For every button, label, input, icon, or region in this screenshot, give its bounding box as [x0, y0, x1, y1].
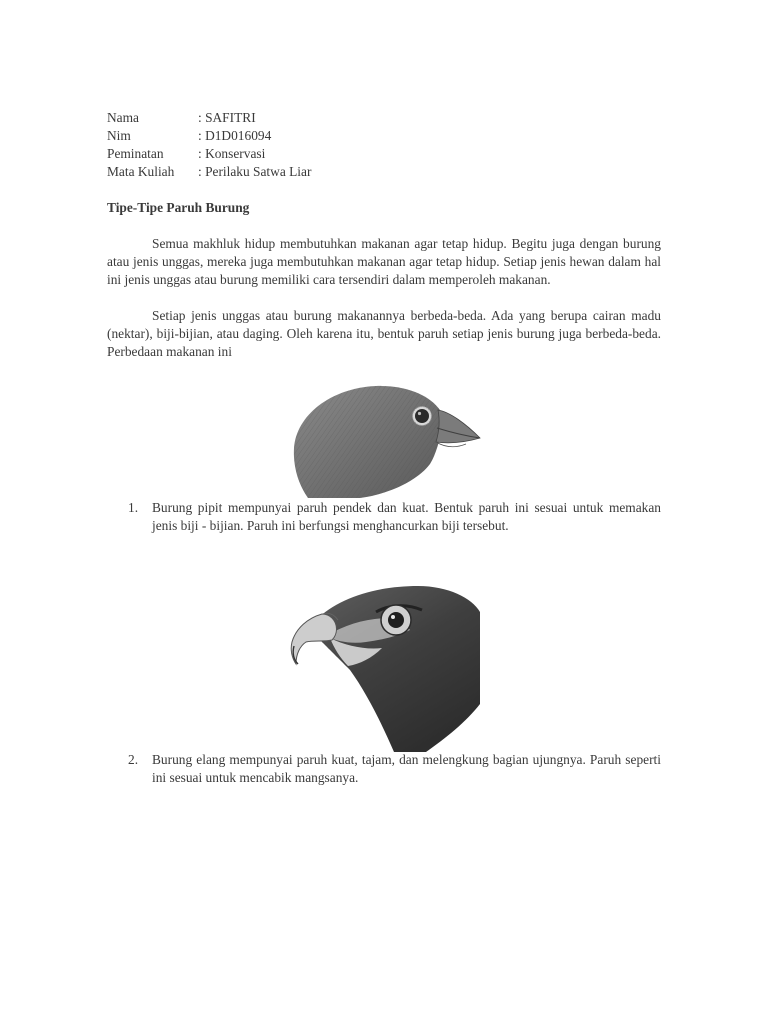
paragraph-intro	[107, 235, 661, 289]
list-number: 2.	[128, 752, 139, 767]
eagle-head-illustration	[286, 584, 482, 752]
list-number: 1.	[128, 500, 139, 515]
paragraph-text: Setiap jenis unggas atau burung makanannya berbeda-beda. Ada yang berupa cairan madu (nektar), biji-bijian, atau daging. Oleh karena itu, bentuk paruh setiap jenis burung juga berbeda-beda. Perbedaan makanan ini	[107, 308, 661, 359]
info-label: Peminatan	[107, 146, 164, 161]
info-row	[107, 145, 311, 163]
info-label: Nim	[107, 128, 131, 143]
list-item	[128, 751, 661, 787]
list-text: Burung pipit mempunyai paruh pendek dan kuat. Bentuk paruh ini sesuai untuk memakan jenis biji - bijian. Paruh ini berfungsi menghancurkan biji tersebut.	[152, 500, 661, 533]
sparrow-head-illustration	[290, 376, 482, 498]
info-row	[107, 109, 311, 127]
info-value: : Konservasi	[198, 146, 266, 161]
info-label: Mata Kuliah	[107, 164, 175, 179]
student-info-table	[107, 109, 311, 181]
info-label: Nama	[107, 110, 139, 125]
list-item	[128, 499, 661, 535]
info-row	[107, 163, 311, 181]
info-value: : Perilaku Satwa Liar	[198, 164, 312, 179]
paragraph-text: Semua makhluk hidup membutuhkan makanan agar tetap hidup. Begitu juga dengan burung atau jenis unggas, mereka juga membutuhkan makanan agar tetap hidup. Setiap jenis hewan dalam hal ini jenis unggas atau burung memiliki cara tersendiri dalam memperoleh makanan.	[107, 236, 661, 287]
info-value: : SAFITRI	[198, 110, 256, 125]
section-heading: Tipe-Tipe Paruh Burung	[107, 200, 250, 215]
info-row	[107, 127, 311, 145]
paragraph-food	[107, 307, 661, 361]
list-text: Burung elang mempunyai paruh kuat, tajam, dan melengkung bagian ujungnya. Paruh seperti ini sesuai untuk mencabik mangsanya.	[152, 752, 661, 785]
info-value: : D1D016094	[198, 128, 272, 143]
